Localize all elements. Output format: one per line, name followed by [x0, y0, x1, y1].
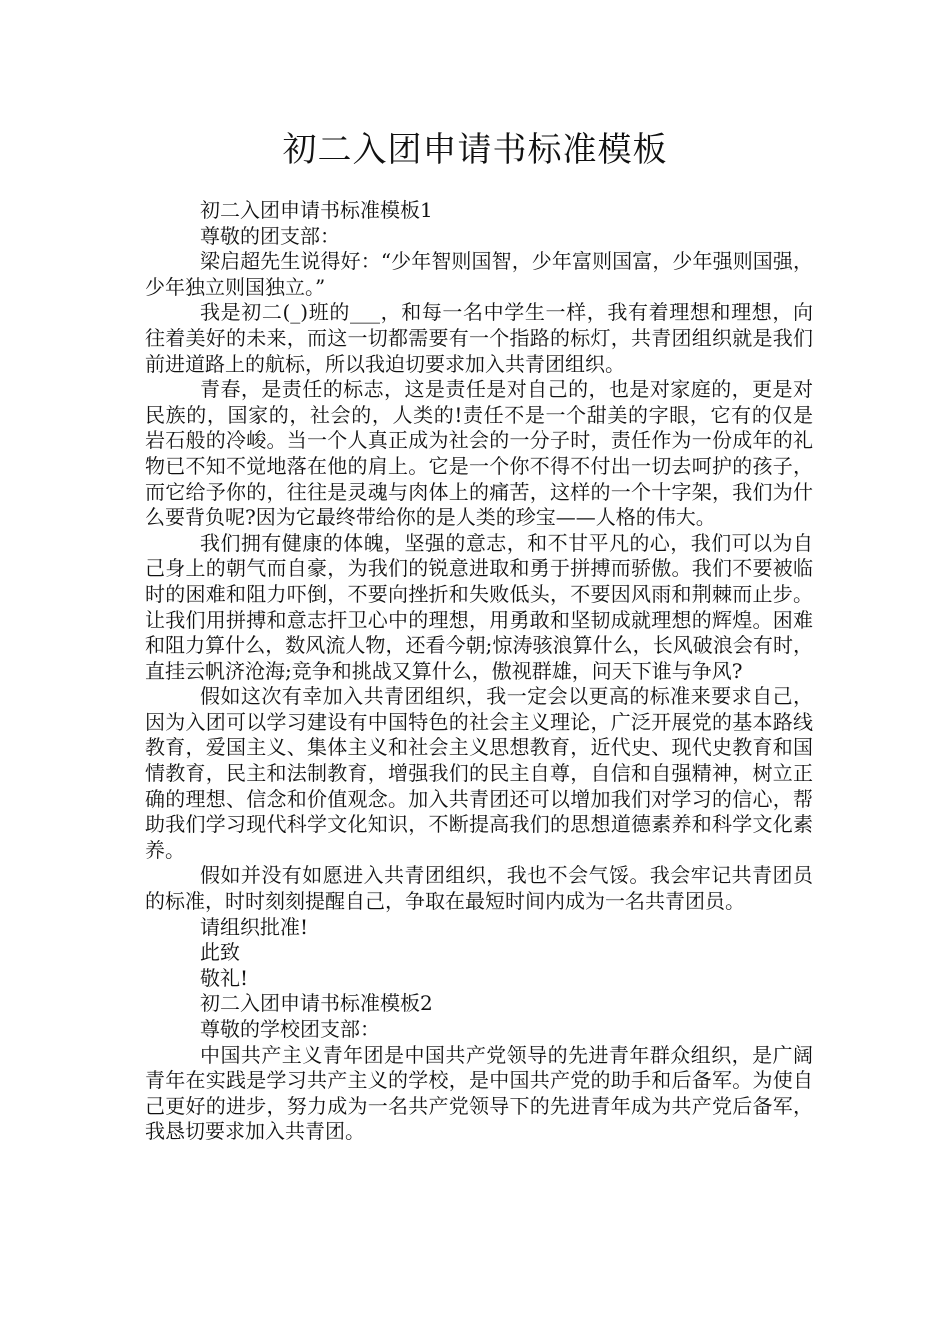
closing-greeting: 此致 [200, 940, 240, 965]
body-paragraph: 假如这次有幸加入共青团组织，我一定会以更高的标准来要求自己，因为入团可以学习建设有中国特色的社会主义理论，广泛开展党的基本路线教育，爱国主义、集体主义和社会主义思想教育，近代史、现代史教育和国情教育，民主和法制教育，增强我们的民主自尊，自信和自强精神，树立正确的理想、信念和价值观念。加入共青团还可以增加我们对学习的信心，帮助我们学习现代科学文化知识，不断提高我们的思想道德素养和科学文化素养。 [145, 684, 813, 862]
section-heading-2: 初二入团申请书标准模板2 [200, 991, 433, 1016]
closing-request: 请组织批准! [200, 914, 309, 939]
closing-salute: 敬礼! [200, 965, 249, 990]
body-paragraph: 梁启超先生说得好：“少年智则国智，少年富则国富，少年强则国强，少年独立则国独立。” [145, 249, 813, 299]
body-paragraph: 我是初二(_)班的___，和每一名中学生一样，我有着理想和理想，向往着美好的未来，而这一切都需要有一个指路的标灯，共青团组织就是我们前进道路上的航标，所以我迫切要求加入共青团组织。 [145, 300, 813, 376]
body-paragraph: 假如并没有如愿进入共青团组织，我也不会气馁。我会牢记共青团员的标准，时时刻刻提醒自己，争取在最短时间内成为一名共青团员。 [145, 863, 813, 914]
salutation-2: 尊敬的学校团支部： [200, 1017, 380, 1041]
document-body [145, 198, 813, 1145]
body-paragraph: 青春，是责任的标志，这是责任是对自己的，也是对家庭的，更是对民族的，国家的，社会的，人类的!责任不是一个甜美的字眼，它有的仅是岩石般的冷峻。当一个人真正成为社会的一分子时，责任作为一份成年的礼物已不知不觉地落在他的肩上。它是一个你不得不付出一切去呵护的孩子，而它给予你的，往往是灵魂与肉体上的痛苦，这样的一个十字架，我们为什么要背负呢?因为它最终带给你的是人类的珍宝——人格的伟大。 [145, 377, 813, 530]
body-paragraph: 我们拥有健康的体魄，坚强的意志，和不甘平凡的心，我们可以为自己身上的朝气而自豪，为我们的锐意进取和勇于拼搏而骄傲。我们不要被临时的困难和阻力吓倒，不要向挫折和失败低头，不要因风雨和荆棘而止步。让我们用拼搏和意志扞卫心中的理想，用勇敢和坚韧成就理想的辉煌。困难和阻力算什么，数风流人物，还看今朝;惊涛骇浪算什么，长风破浪会有时，直挂云帆济沧海;竞争和挑战又算什么，傲视群雄，问天下谁与争风? [145, 530, 813, 683]
body-paragraph: 中国共产主义青年团是中国共产党领导的先进青年群众组织，是广阔青年在实践是学习共产主义的学校，是中国共产党的助手和后备军。为使自己更好的进步，努力成为一名共产党领导下的先进青年成为共产党后备军，我恳切要求加入共青团。 [145, 1042, 813, 1144]
document-title: 初二入团申请书标准模板 [282, 130, 668, 170]
section-heading-1: 初二入团申请书标准模板1 [200, 198, 433, 222]
salutation-1: 尊敬的团支部： [200, 223, 340, 248]
